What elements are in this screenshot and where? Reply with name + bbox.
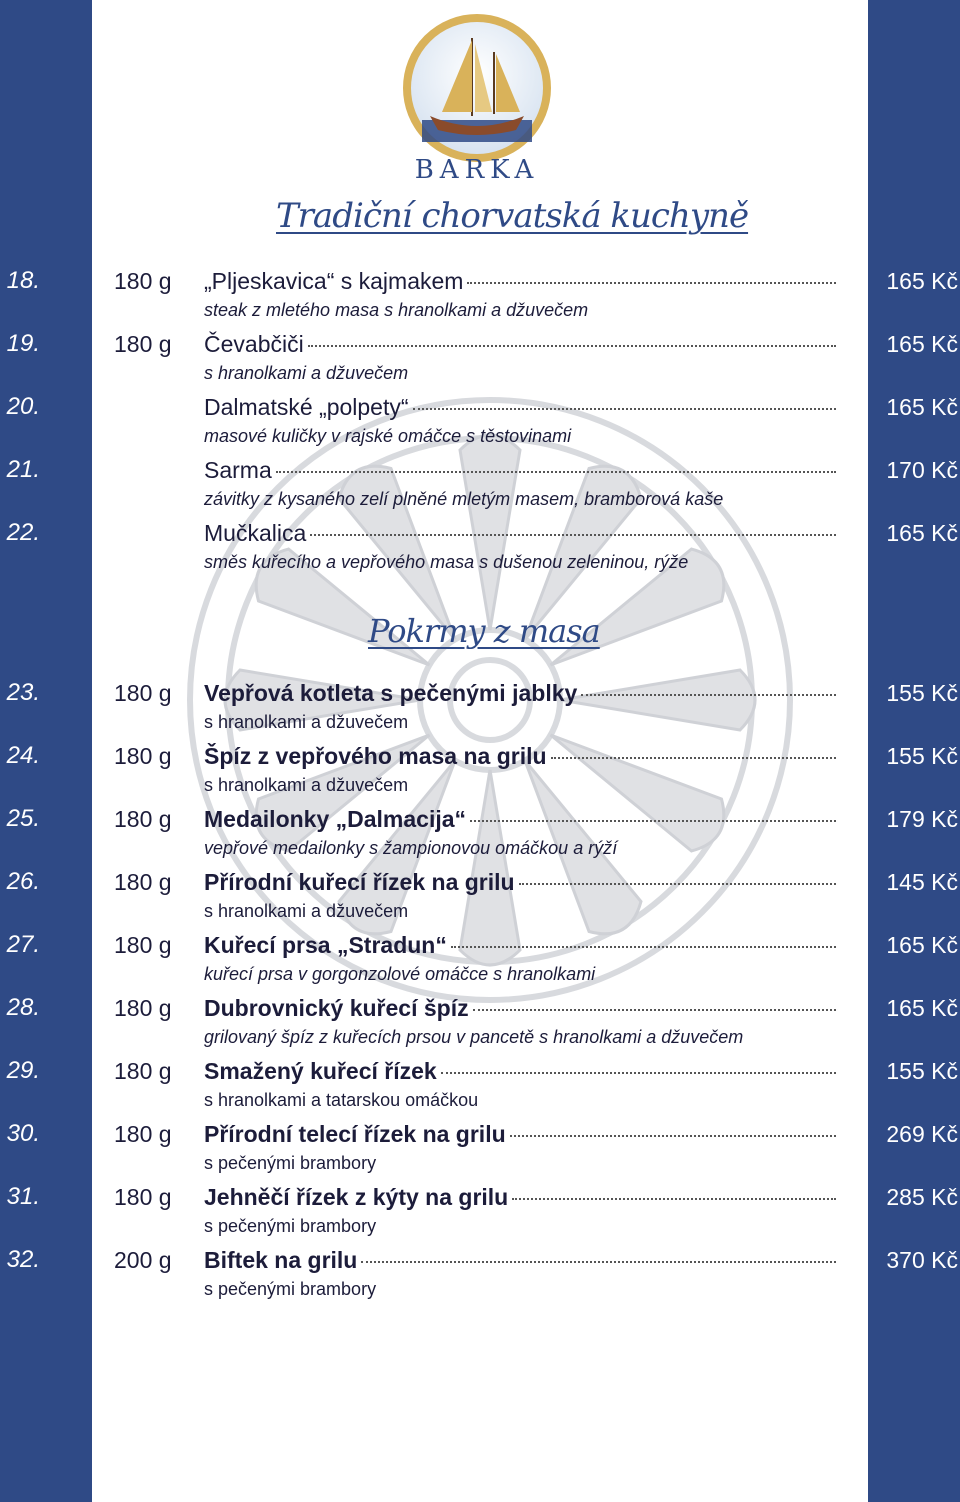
- item-title-line: [204, 993, 836, 1023]
- item-description: s hranolkami a džuvečem: [204, 775, 409, 795]
- item-description: vepřové medailonky s žampionovou omáčkou a rýží: [204, 838, 618, 858]
- item-number: 26.: [6, 868, 40, 895]
- item-name: Biftek na grilu: [204, 1247, 358, 1273]
- menu-item: [0, 518, 960, 581]
- item-title-line: [204, 930, 836, 960]
- item-weight: 180 g: [114, 1121, 172, 1147]
- item-number: 28.: [6, 994, 40, 1021]
- menu-item: [0, 455, 960, 518]
- section-title-pokrmy: Pokrmy z masa: [368, 612, 600, 650]
- sailboat-logo-icon: [392, 8, 562, 198]
- menu-item: [0, 266, 960, 329]
- dot-leader: [361, 1261, 836, 1263]
- dot-leader: [413, 408, 836, 410]
- item-weight: 200 g: [114, 1247, 172, 1273]
- menu-section-pokrmy: [0, 678, 960, 1308]
- item-title-line: [204, 455, 836, 485]
- dot-leader: [276, 471, 836, 473]
- item-price: 285 Kč: [886, 1184, 958, 1210]
- item-title-line: [204, 1056, 836, 1086]
- item-title-line: [204, 1245, 836, 1275]
- item-name: Přírodní kuřecí řízek na grilu: [204, 869, 515, 895]
- item-name: Špíz z vepřového masa na grilu: [204, 743, 547, 769]
- menu-item: [0, 804, 960, 867]
- item-weight: 180 g: [114, 869, 172, 895]
- item-description: s hranolkami a džuvečem: [204, 712, 409, 732]
- dot-leader: [441, 1072, 836, 1074]
- item-number: 30.: [6, 1120, 40, 1147]
- item-description: masové kuličky v rajské omáčce s těstovinami: [204, 426, 572, 446]
- brand-name: BARKA: [414, 155, 540, 185]
- item-description: závitky z kysaného zelí plněné mletým masem, bramborová kaše: [204, 489, 724, 509]
- item-title-line: [204, 867, 836, 897]
- menu-item: [0, 1056, 960, 1119]
- item-weight: 180 g: [114, 331, 172, 357]
- menu-item: [0, 1245, 960, 1308]
- item-title-line: [204, 392, 836, 422]
- item-number: 32.: [6, 1246, 40, 1273]
- item-title-line: [204, 804, 836, 834]
- item-description: s pečenými brambory: [204, 1216, 377, 1236]
- item-name: Mučkalica: [204, 520, 307, 546]
- item-name: Přírodní telecí řízek na grilu: [204, 1121, 506, 1147]
- item-number: 24.: [6, 742, 40, 769]
- item-name: Vepřová kotleta s pečenými jablky: [204, 680, 578, 706]
- item-number: 23.: [6, 679, 40, 706]
- item-number: 25.: [6, 805, 40, 832]
- item-weight: 180 g: [114, 932, 172, 958]
- menu-item: [0, 867, 960, 930]
- item-description: steak z mletého masa s hranolkami a džuvečem: [204, 300, 589, 320]
- item-description: kuřecí prsa v gorgonzolové omáčce s hranolkami: [204, 964, 596, 984]
- item-weight: 180 g: [114, 743, 172, 769]
- item-name: Smažený kuřecí řízek: [204, 1058, 437, 1084]
- item-price: 165 Kč: [886, 394, 958, 420]
- item-price: 145 Kč: [886, 869, 958, 895]
- item-price: 170 Kč: [886, 457, 958, 483]
- menu-item: [0, 993, 960, 1056]
- dot-leader: [467, 282, 836, 284]
- item-price: 269 Kč: [886, 1121, 958, 1147]
- item-price: 165 Kč: [886, 932, 958, 958]
- item-description: grilovaný špíz z kuřecích prsou v pancetě s hranolkami a džuvečem: [204, 1027, 744, 1047]
- item-price: 165 Kč: [886, 331, 958, 357]
- item-title-line: [204, 329, 836, 359]
- item-description: s hranolkami a džuvečem: [204, 363, 409, 383]
- dot-leader: [451, 946, 836, 948]
- dot-leader: [551, 757, 836, 759]
- dot-leader: [470, 820, 836, 822]
- item-description: s pečenými brambory: [204, 1279, 377, 1299]
- section-title-tradicni: Tradiční chorvatská kuchyně: [276, 196, 749, 236]
- item-number: 29.: [6, 1057, 40, 1084]
- item-number: 19.: [6, 330, 40, 357]
- dot-leader: [473, 1009, 836, 1011]
- dot-leader: [581, 694, 836, 696]
- item-price: 155 Kč: [886, 743, 958, 769]
- item-weight: 180 g: [114, 806, 172, 832]
- menu-item: [0, 392, 960, 455]
- item-number: 27.: [6, 931, 40, 958]
- item-title-line: [204, 518, 836, 548]
- item-title-line: [204, 741, 836, 771]
- item-name: Dubrovnický kuřecí špíz: [204, 995, 469, 1021]
- item-weight: 180 g: [114, 268, 172, 294]
- item-description: s pečenými brambory: [204, 1153, 377, 1173]
- item-weight: 180 g: [114, 1058, 172, 1084]
- item-weight: 180 g: [114, 1184, 172, 1210]
- item-weight: 180 g: [114, 995, 172, 1021]
- item-price: 165 Kč: [886, 995, 958, 1021]
- item-title-line: [204, 1119, 836, 1149]
- item-name: Jehněčí řízek z kýty na grilu: [204, 1184, 509, 1210]
- item-number: 22.: [6, 519, 40, 546]
- dot-leader: [308, 345, 836, 347]
- item-number: 20.: [6, 393, 40, 420]
- item-name: „Pljeskavica“ s kajmakem: [204, 268, 464, 294]
- menu-item: [0, 930, 960, 993]
- item-weight: 180 g: [114, 680, 172, 706]
- item-name: Čevabčiči: [204, 331, 304, 357]
- item-price: 155 Kč: [886, 680, 958, 706]
- dot-leader: [510, 1135, 836, 1137]
- menu-item: [0, 741, 960, 804]
- menu-item: [0, 1182, 960, 1245]
- item-price: 179 Kč: [886, 806, 958, 832]
- menu-section-tradicni: [0, 266, 960, 581]
- item-number: 21.: [6, 456, 40, 483]
- item-number: 18.: [6, 267, 40, 294]
- item-price: 155 Kč: [886, 1058, 958, 1084]
- item-title-line: [204, 266, 836, 296]
- menu-item: [0, 1119, 960, 1182]
- item-title-line: [204, 1182, 836, 1212]
- menu-item: [0, 329, 960, 392]
- item-description: s hranolkami a tatarskou omáčkou: [204, 1090, 479, 1110]
- item-price: 165 Kč: [886, 520, 958, 546]
- item-description: s hranolkami a džuvečem: [204, 901, 409, 921]
- dot-leader: [512, 1198, 836, 1200]
- item-name: Kuřecí prsa „Stradun“: [204, 932, 447, 958]
- item-name: Medailonky „Dalmacija“: [204, 806, 467, 832]
- dot-leader: [519, 883, 836, 885]
- item-name: Sarma: [204, 457, 272, 483]
- item-number: 31.: [6, 1183, 40, 1210]
- item-title-line: [204, 678, 836, 708]
- menu-item: [0, 678, 960, 741]
- item-price: 165 Kč: [886, 268, 958, 294]
- item-name: Dalmatské „polpety“: [204, 394, 409, 420]
- item-description: směs kuřecího a vepřového masa s dušenou zeleninou, rýže: [204, 552, 689, 572]
- item-price: 370 Kč: [886, 1247, 958, 1273]
- dot-leader: [310, 534, 836, 536]
